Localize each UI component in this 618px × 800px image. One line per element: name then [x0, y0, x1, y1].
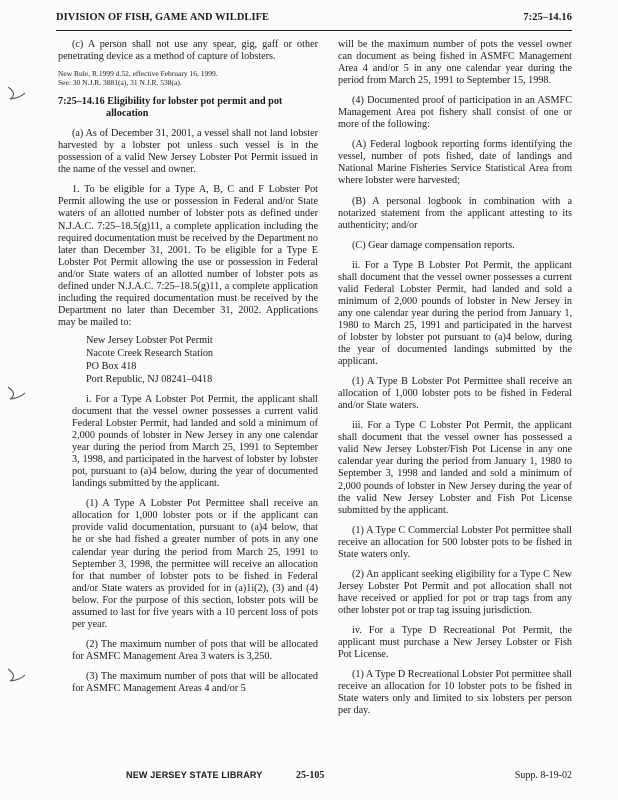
- paragraph-i-4-C: (C) Gear damage compensation reports.: [352, 239, 515, 251]
- history-note: [58, 69, 318, 87]
- address-line: New Jersey Lobster Pot Permit: [86, 334, 213, 346]
- history-note-rule: New Rule, R.1999 d.52, effective February 16, 1999.: [58, 69, 218, 79]
- paragraph-i-4: (4) Documented proof of participation in an ASMFC Management Area pot fishery shall consist of one or more of the following:: [338, 95, 572, 131]
- page-header: [56, 12, 572, 28]
- paragraph-iii-1: (1) A Type C Commercial Lobster Pot permittee shall receive an allocation for 500 lobster pots to be fished in State waters only.: [338, 524, 572, 560]
- address-line: Port Republic, NJ 08241–0418: [86, 373, 213, 385]
- page-footer: [0, 770, 618, 784]
- supplement-date: Supp. 8-19-02: [514, 770, 572, 781]
- paragraph-ii-1: (1) A Type B Lobster Pot Permittee shall receive an allocation of 1,000 lobster pots to be fished in Federal and/or State waters.: [338, 376, 572, 412]
- address-line: Nacote Creek Research Station: [86, 347, 214, 359]
- paragraph-i-3: (3) The maximum number of pots that will be allocated for ASMFC Management Areas 4 and/or 5: [72, 670, 318, 694]
- page-number: 25-105: [296, 770, 325, 781]
- binder-hole-mark-bottom: [6, 666, 26, 684]
- paragraph-iv-1: (1) A Type D Recreational Lobster Pot permittee shall receive an allocation for 10 lobster pots to be fished in State waters only and limited to six lobsters per person per day.: [338, 669, 572, 717]
- paragraph-c: (c) A person shall not use any spear, gig, gaff or other penetrating device as a method of capture of lobsters.: [58, 39, 318, 63]
- binder-hole-mark-top: [6, 84, 26, 102]
- paragraph-1: 1. To be eligible for a Type A, B, C and F Lobster Pot Permit allowing the use or possession in Federal and/or State waters of an allotted number of lobster pots as defined under N.J.A.C. 7:25–18.5(g)11, a complete application including the required documentation must be received by the Department no later than December 31, 2001. To be eligible for a Type E Lobster Pot Permit allowing the use or possession in Federal and/or State waters of an allotted number of lobster pots as defined under N.J.A.C. 7:25–18.5(g)11, a complete application including the required documentation must be received by the Department no later than December 31, 2002. Applications may be mailed to:: [58, 184, 318, 328]
- library-stamp: NEW JERSEY STATE LIBRARY: [126, 770, 263, 780]
- header-rule: [56, 30, 572, 31]
- paragraph-i-1: (1) A Type A Lobster Pot Permittee shall receive an allocation for 1,000 lobster pots or if the applicant can provide valid documentation, pursuant to (a)4 below, that he or she had fished a greater number of pots in any one calendar year during the period from March 25, 1991 to September 3, 1998, the permittee will receive an allocation for that number of lobster pots to be fished in Federal and/or State waters as provided for in (a)1i(2), (3) and (4) below. For the purpose of this section, lobster pots will be assumed to last for five years with a 10 percent loss of pots per year.: [72, 498, 318, 630]
- mailing-address: [58, 334, 318, 386]
- paragraph-i-4-A: (A) Federal logbook reporting forms identifying the vessel, number of pots fished, date of landings and National Marine Fisheries Service Statistical Area from where lobster were harvested;: [338, 139, 572, 187]
- paragraph-i-4-B: (B) A personal logbook in combination with a notarized statement from the applicant attesting to its authenticity; and/or: [338, 195, 572, 231]
- paragraph-iii-2: (2) An applicant seeking eligibility for a Type C New Jersey Lobster Pot Permit and pot allocation shall not have received or applied for pot or trap tags from any other lobster pot or trap tag issuing jurisdiction.: [338, 568, 572, 616]
- section-heading: 7:25–14.16 Eligibility for lobster pot permit and pot allocation: [58, 96, 283, 120]
- header-division-title: DIVISION OF FISH, GAME AND WILDLIFE: [56, 12, 270, 23]
- paragraph-a: (a) As of December 31, 2001, a vessel shall not land lobster harvested by a lobster pot unless such vessel is in the possession of a valid New Jersey Lobster Pot Permit issued in the name of the vessel and owner.: [58, 128, 318, 176]
- paragraph-iii: iii. For a Type C Lobster Pot Permit, the applicant shall document that the vessel owner has possessed a valid New Jersey Lobster/Fish Pot License in any one calendar year during the period from January 1, 1980 to September 3, 1998 and landed and sold a minimum of 2,000 pounds of lobster in New Jersey during the year of the valid New Jersey Lobster and Fish Pot License submitted by the applicant.: [338, 420, 572, 516]
- binder-hole-mark-middle: [6, 384, 26, 402]
- address-line: PO Box 418: [86, 360, 137, 372]
- header-section-number: 7:25–14.16: [523, 12, 572, 23]
- history-note-see: See: 30 N.J.R. 3881(a), 31 N.J.R. 538(a).: [58, 78, 182, 88]
- paragraph-ii: ii. For a Type B Lobster Pot Permit, the applicant shall document that the vessel owner possesses a current valid Federal Lobster Permit, had landed and sold a minimum of 2,000 pounds of lobster in New Jersey in any one calendar year during the period from January 1, 1980 to March 25, 1991 and participated in the harvest of lobster by lobster pot pursuant to (a)4 below, during the year of documented landings submitted by the applicant.: [338, 259, 572, 368]
- paragraph-i-3-continued: will be the maximum number of pots the vessel owner can document as being fished in ASMFC Management Area 4 and/or 5 in any one calendar year during the period from March 25, 1991 to September 15, 1998.: [338, 39, 572, 87]
- paragraph-iv: iv. For a Type D Recreational Pot Permit, the applicant must purchase a New Jersey Lobster or Fish Pot License.: [338, 624, 572, 661]
- paragraph-i: i. For a Type A Lobster Pot Permit, the applicant shall document that the vessel owner possesses a current valid Federal Lobster Permit, had landed and sold a minimum of 2,000 pounds of lobster in New Jersey in any one calendar year during the period from March 25, 1991 to September 3, 1998, and participated in the harvest of lobster by lobster pot, pursuant to (a)4 below, during the year of documented landings submitted by the applicant.: [72, 393, 318, 490]
- left-column: [58, 39, 318, 695]
- right-column: [338, 39, 572, 717]
- paragraph-i-2: (2) The maximum number of pots that will be allocated for ASMFC Management Area 3 waters is 3,250.: [72, 638, 318, 662]
